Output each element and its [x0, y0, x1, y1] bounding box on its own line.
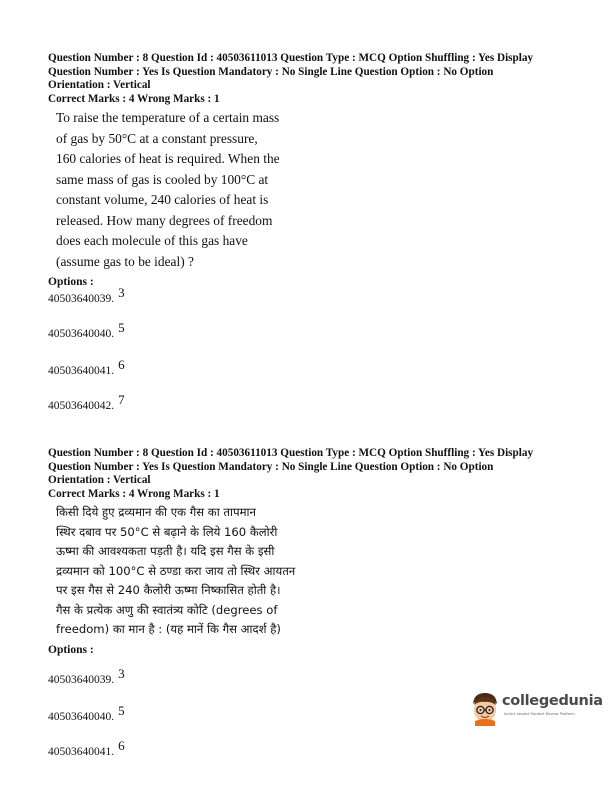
question-line: same mass of gas is cooled by 100°C at: [56, 171, 269, 187]
question-line: 160 calories of heat is required. When the: [56, 151, 280, 167]
option-item[interactable]: [48, 703, 125, 724]
header-line: Orientation : Vertical: [48, 474, 151, 487]
header-line: Question Number : 8 Question Id : 40503611013 Question Type : MCQ Option Shuffling : Yes Display: [48, 447, 534, 459]
logo-tagline: India's largest Student Review Platform: [504, 712, 575, 716]
question-line: (assume gas to be ideal) ?: [56, 253, 194, 269]
option-value: 7: [118, 392, 125, 407]
question-header: [48, 52, 578, 106]
option-id: 40503640041.: [48, 365, 115, 377]
question-header: [48, 447, 578, 501]
question-line: स्थिर दबाव पर 50°C से बढ़ाने के लिये 160 कैलोरी: [56, 524, 278, 539]
collegedunia-logo: [468, 690, 603, 730]
question-line: द्रव्यमान को 100°C से ठण्डा करा जाय तो स्थिर आयतन: [56, 563, 296, 578]
option-value: 3: [118, 666, 125, 681]
option-item[interactable]: [48, 738, 125, 759]
option-item[interactable]: [48, 285, 125, 306]
option-id: 40503640040.: [48, 328, 115, 340]
logo-name: collegedunia: [502, 693, 603, 709]
question-line: To raise the temperature of a certain mass: [56, 110, 280, 126]
option-id: 40503640042.: [48, 400, 115, 412]
header-line: Question Number : 8 Question Id : 40503611013 Question Type : MCQ Option Shuffling : Yes Display: [48, 52, 534, 64]
question-line: constant volume, 240 calories of heat is: [56, 192, 269, 208]
question-line: किसी दिये हुए द्रव्यमान की एक गैस का तापमान: [56, 505, 256, 520]
option-item[interactable]: [48, 666, 125, 687]
question-line: released. How many degrees of freedom: [56, 212, 273, 228]
header-line: Question Number : Yes Is Question Mandatory : No Single Line Question Option : No Option: [48, 460, 494, 473]
options-list-english: [48, 285, 578, 420]
option-value: 6: [118, 357, 125, 372]
question-line: freedom) का मान है : (यह मानें कि गैस आदर्श है): [56, 622, 281, 637]
option-item[interactable]: [48, 357, 125, 378]
header-line: Orientation : Vertical: [48, 79, 151, 92]
option-item[interactable]: [48, 320, 125, 341]
option-value: 6: [118, 738, 125, 753]
question-block-hindi: [48, 447, 578, 656]
option-value: 5: [118, 320, 125, 335]
header-line: Question Number : Yes Is Question Mandatory : No Single Line Question Option : No Option: [48, 65, 494, 78]
option-value: 3: [118, 285, 125, 300]
options-label: Options :: [48, 276, 94, 289]
question-line: ऊष्मा की आवश्यकता पड़ती है। यदि इस गैस के इसी: [56, 544, 275, 559]
marks-line: Correct Marks : 4 Wrong Marks : 1: [48, 92, 220, 105]
option-id: 40503640040.: [48, 711, 115, 723]
option-id: 40503640039.: [48, 293, 115, 305]
mascot-icon: [468, 690, 502, 728]
question-line: गैस के प्रत्येक अणु की स्वातंत्र्य कोटि (degrees of: [56, 602, 278, 617]
marks-line: Correct Marks : 4 Wrong Marks : 1: [48, 487, 220, 500]
option-item[interactable]: [48, 392, 125, 413]
question-block-english: [48, 52, 578, 288]
option-id: 40503640041.: [48, 746, 115, 758]
question-line: पर इस गैस से 240 कैलोरी ऊष्मा निष्कासित होती है।: [56, 583, 281, 598]
option-value: 5: [118, 703, 125, 718]
question-line: of gas by 50°C at a constant pressure,: [56, 130, 258, 146]
question-text: [56, 503, 316, 640]
option-id: 40503640039.: [48, 674, 115, 686]
question-line: does each molecule of this gas have: [56, 233, 248, 249]
options-label: Options :: [48, 643, 94, 656]
question-text: [56, 108, 306, 272]
